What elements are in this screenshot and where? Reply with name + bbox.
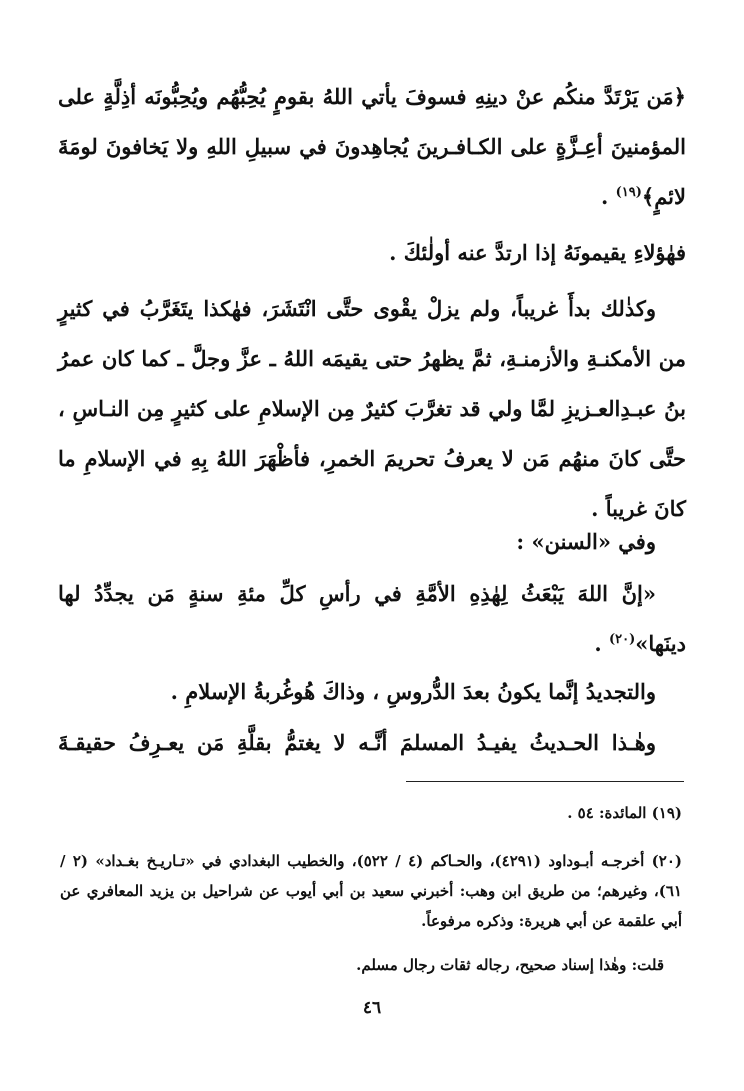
paragraph-2 (58, 228, 686, 278)
footnote-ref-20: (٢٠) (608, 632, 636, 647)
paragraph-3-text: وكذٰلك بدأَ غريباً، ولم يزلْ يقْوى حتَّى انْتَشَرَ، فهٰكذا يتَغَرَّبُ في كثيرٍ من الأمكنـةِ والأزمنـةِ، ثمَّ يظهرُ حتى يقيمَه اللهُ ـ عزَّ وجلَّ ـ كما كان عمرُ بنُ عبـدِالعـزيزِ لمَّا ولي قد تغرَّبَ كثيرٌ مِن الإسلامِ على كثيرٍ مِن النـاسِ ، حتَّى كانَ منهُم مَن لا يعرفُ تحريمَ الخمرِ، فأظْهَرَ اللهُ بِهِ في الإسلامِ ما كانَ غريباً . (58, 296, 686, 521)
hadith-text: «إنَّ اللهَ يَبْعَثُ لِهٰذِهِ الأمَّةِ في رأسِ كلِّ مئةِ سنةٍ مَن يجدِّدُ لها دينَها» (58, 581, 686, 656)
hadith-paragraph: «إنَّ اللهَ يَبْعَثُ لِهٰذِهِ الأمَّةِ في رأسِ كلِّ مئةِ سنةٍ مَن يجدِّدُ لها دينَها»$^{(٢٠)}$ . (58, 581, 686, 656)
footnote-19-text: (١٩) المائدة: ٥٤ . (567, 804, 682, 822)
footnote-20 (60, 846, 682, 936)
quran-verse-paragraph: ﴿مَن يَرْتَدَّ منكُم عنْ دينِهِ فسوفَ يأتي اللهُ بقومٍ يُحِبُّهُم ويُحِبُّونَه أذِلَّةٍ على المؤمنينَ أعِـزَّةٍ على الكـافـرينَ يُجاهِدونَ في سبيلِ اللهِ ولا يَخافونَ لومَةَ لائمٍ﴾$^{(١٩)}$ . (58, 84, 686, 209)
footnote-20-note-text: قلت: وهٰذا إسناد صحيح، رجاله ثقات رجال مسلم. (356, 956, 664, 974)
footnote-19 (60, 798, 682, 828)
footnote-20-text: (٢٠) أخرجـه أبـوداود (٤٢٩١)، والحـاكم (٤ / ٥٢٢)، والخطيب البغدادي في «تـاريـخ بغـداد» (٢ / ٦١)، وغيرهم؛ من طريق ابن وهب: أخبرني سعيد بن أبي أيوب عن شراحيل بن يزيد المعافري عن أبي علقمة عن أبي هريرة: وذكره مرفوعاً. (60, 852, 683, 930)
footnote-separator (406, 781, 684, 782)
page-number: ٤٦ (362, 998, 382, 1018)
paragraph-7-text: وهٰـذا الحـديثُ يفيـدُ المسلمَ أنَّـه لا يغتمُّ بقلَّةِ مَن يعـرِفُ حقيقـةَ (58, 730, 656, 755)
quran-verse-text: ﴿مَن يَرْتَدَّ منكُم عنْ دينِهِ فسوفَ يأتي اللهُ بقومٍ يُحِبُّهُم ويُحِبُّونَه أذِلَّةٍ على المؤمنينَ أعِـزَّةٍ على الكـافـرينَ يُجاهِدونَ في سبيلِ اللهِ ولا يَخافونَ لومَةَ لائمٍ﴾ (58, 84, 686, 209)
footnote-20-note (60, 950, 664, 980)
paragraph-7 (58, 718, 686, 768)
paragraph-6-text: والتجديدُ إنَّما يكونُ بعدَ الدُّروسِ ، وذاكَ هُوغُربةُ الإسلامِ . (170, 679, 656, 704)
footnote-ref-19: (١٩) (615, 185, 642, 200)
paragraph-4 (58, 517, 686, 567)
paragraph-6 (58, 667, 686, 717)
paragraph-2-text: فهٰؤلاءِ يقيمونَهُ إذا ارتدَّ عنه أولٰئكَ . (389, 240, 686, 265)
paragraph-3 (58, 284, 686, 534)
paragraph-4-text: وفي «السنن» : (516, 529, 656, 554)
